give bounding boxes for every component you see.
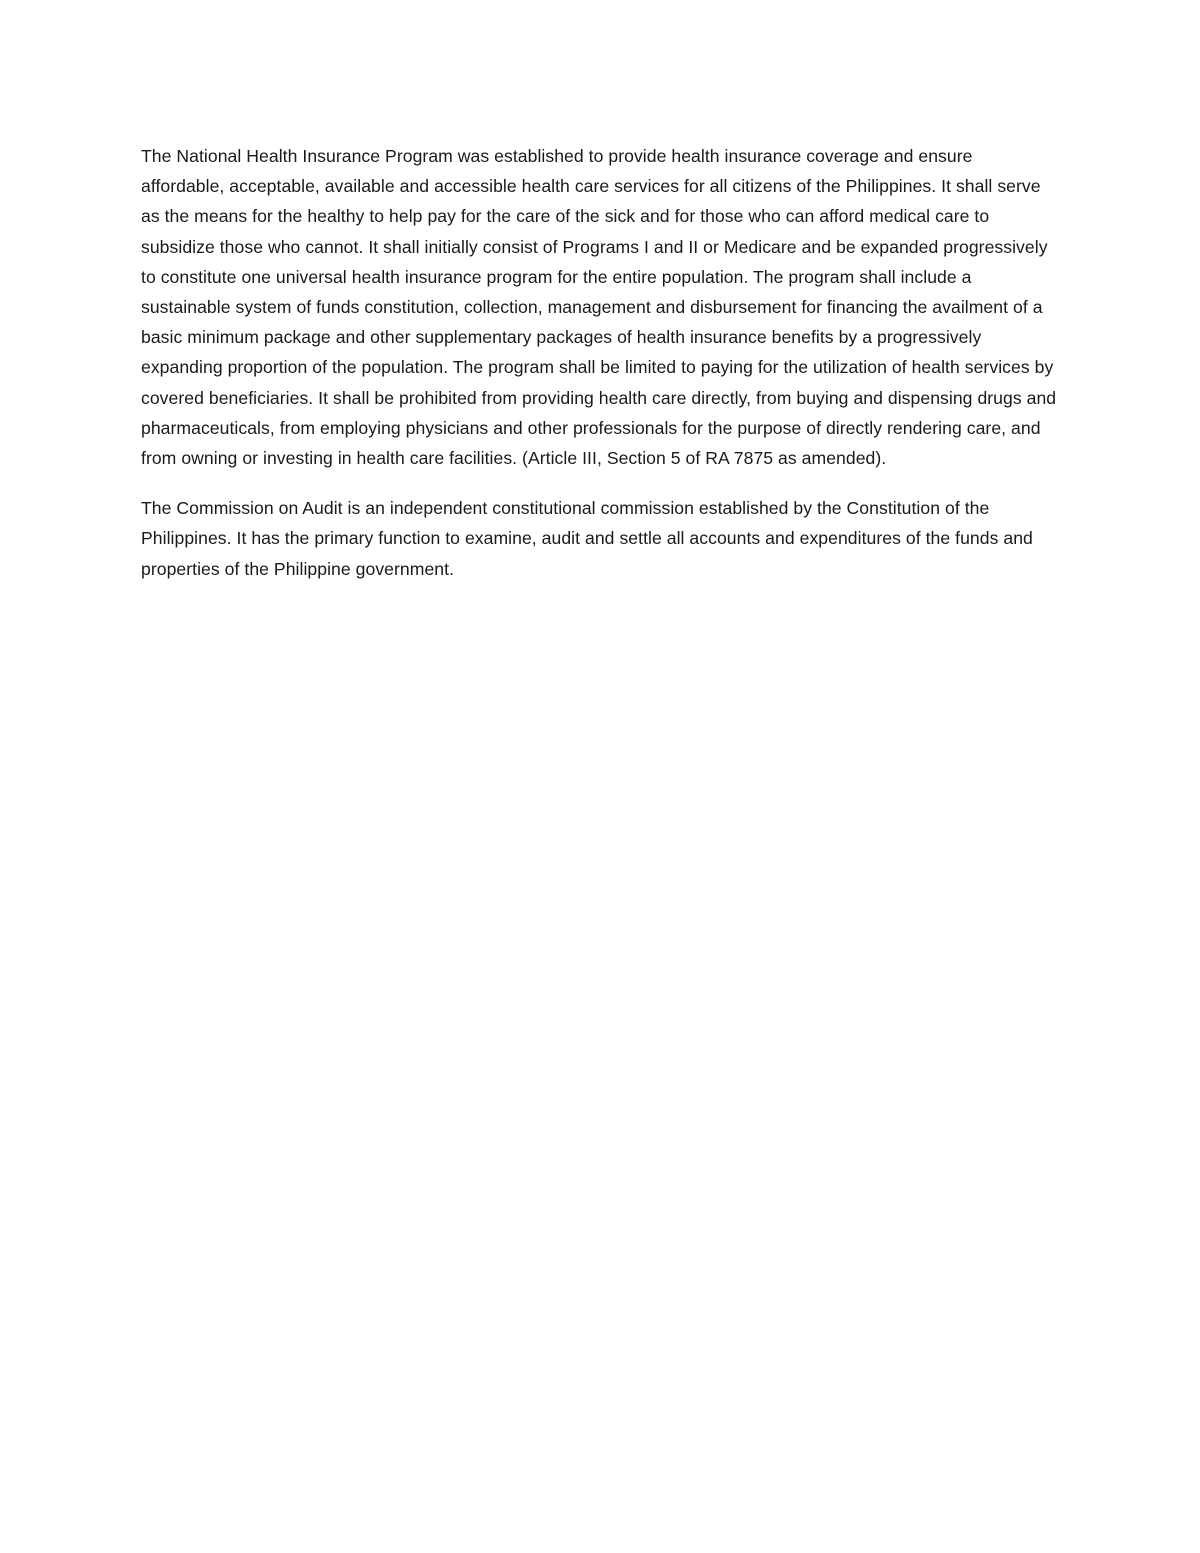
paragraph-national-health-insurance-program: The National Health Insurance Program was established to provide health insurance coverage and ensure affordable, acceptable, available and accessible health care services for all citizens of the Philippines. It shall serve as the means for the healthy to help pay for the care of the sick and for those who can afford medical care to subsidize those who cannot. It shall initially consist of Programs I and II or Medicare and be expanded progressively to constitute one universal health insurance program for the entire population. The program shall include a sustainable system of funds constitution, collection, management and disbursement for financing the availment of a basic minimum package and other supplementary packages of health insurance benefits by a progressively expanding proportion of the population. The program shall be limited to paying for the utilization of health services by covered beneficiaries. It shall be prohibited from providing health care directly, from buying and dispensing drugs and pharmaceuticals, from employing physicians and other professionals for the purpose of directly rendering care, and from owning or investing in health care facilities. (Article III, Section 5 of RA 7875 as amended). <box>141 146 1057 469</box>
paragraph-commission-on-audit: The Commission on Audit is an independent constitutional commission established by the Constitution of the Philippines. It has the primary function to examine, audit and settle all accounts and expenditures of the funds and properties of the Philippine government. <box>141 498 1033 579</box>
document-body <box>141 141 1059 584</box>
